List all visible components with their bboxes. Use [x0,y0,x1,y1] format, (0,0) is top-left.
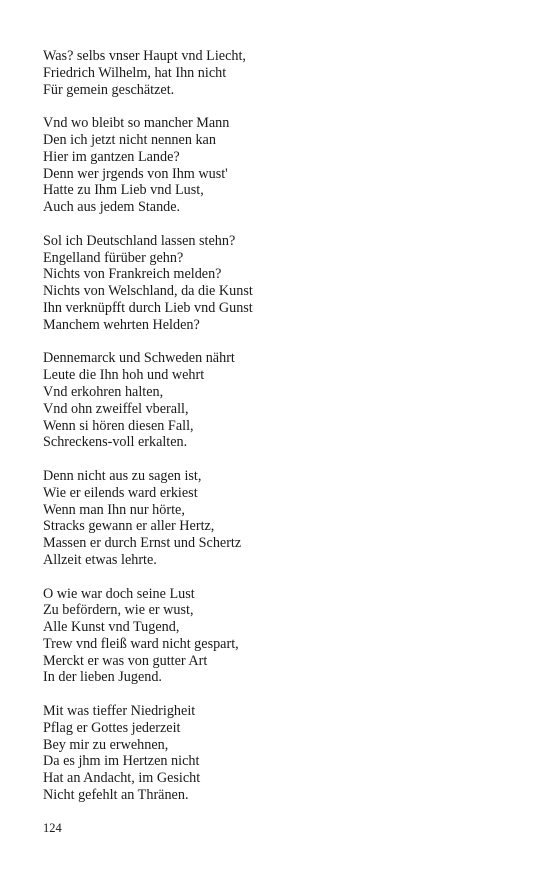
verse-line: Den ich jetzt nicht nennen kan [43,131,216,148]
verse-line: Was? selbs vnser Haupt vnd Liecht, [43,48,246,64]
verse-line: Pflag er Gottes jederzeit [43,719,181,736]
verse-line: Ihn verknüpfft durch Lieb vnd Gunst [43,299,253,316]
verse-line: Denn nicht aus zu sagen ist, [43,467,202,484]
verse-line: Nicht gefehlt an Thränen. [43,787,189,804]
verse-line: Da es jhm im Hertzen nicht [43,753,200,770]
stanza [43,350,513,451]
verse-line: Merckt er was von gutter Art [43,652,208,669]
verse-line: Nichts von Frankreich melden? [43,266,222,283]
verse-line: Denn wer jrgends von Ihm wust' [43,165,228,182]
verse-line: Auch aus jedem Stande. [43,199,181,216]
verse-line: Hat an Andacht, im Gesicht [43,770,201,787]
verse-line: Sol ich Deutschland lassen stehn? [43,232,236,249]
verse-line: Schreckens-voll erkalten. [43,434,188,451]
verse-line: Leute die Ihn hoh und wehrt [43,367,205,384]
verse-line: Bey mir zu erwehnen, [43,736,169,753]
verse-line: Wenn si hören diesen Fall, [43,417,194,434]
verse-line: Zu befördern, wie er wust, [43,602,194,619]
verse-line: Trew vnd fleiß ward nicht gespart, [43,635,239,652]
poem-text [43,48,513,821]
stanza [43,468,513,569]
verse-line: Stracks gewann er aller Hertz, [43,518,215,535]
verse-line: Nichts von Welschland, da die Kunst [43,283,253,300]
verse-line: Engelland fürüber gehn? [43,249,184,266]
stanza [43,586,513,687]
verse-line: Massen er durch Ernst und Schertz [43,535,242,552]
verse-line: Alle Kunst vnd Tugend, [43,619,180,636]
verse-line: Für gemein geschätzet. [43,81,175,98]
verse-line: Dennemarck und Schweden nährt [43,350,235,367]
verse-line: Wie er eilends ward erkiest [43,484,198,501]
verse-line: Vnd ohn zweiffel vberall, [43,400,189,417]
verse-line: O wie war doch seine Lust [43,585,195,602]
stanza [43,703,513,804]
verse-line: Wenn man Ihn nur hörte, [43,501,185,518]
verse-line: Vnd erkohren halten, [43,383,164,400]
verse-line: Hatte zu Ihm Lieb vnd Lust, [43,182,204,199]
verse-line: Vnd wo bleibt so mancher Mann [43,115,230,132]
stanza [43,233,513,334]
page-number: 124 [43,821,62,835]
verse-line: Hier im gantzen Lande? [43,148,180,165]
verse-line: Allzeit etwas lehrte. [43,551,157,568]
verse-line: Mit was tieffer Niedrigheit [43,703,196,720]
verse-line: Friedrich Wilhelm, hat Ihn nicht [43,64,227,81]
verse-line: Manchem wehrten Helden? [43,316,200,333]
stanza [43,115,513,216]
verse-line: In der lieben Jugend. [43,669,162,686]
stanza [43,48,513,98]
